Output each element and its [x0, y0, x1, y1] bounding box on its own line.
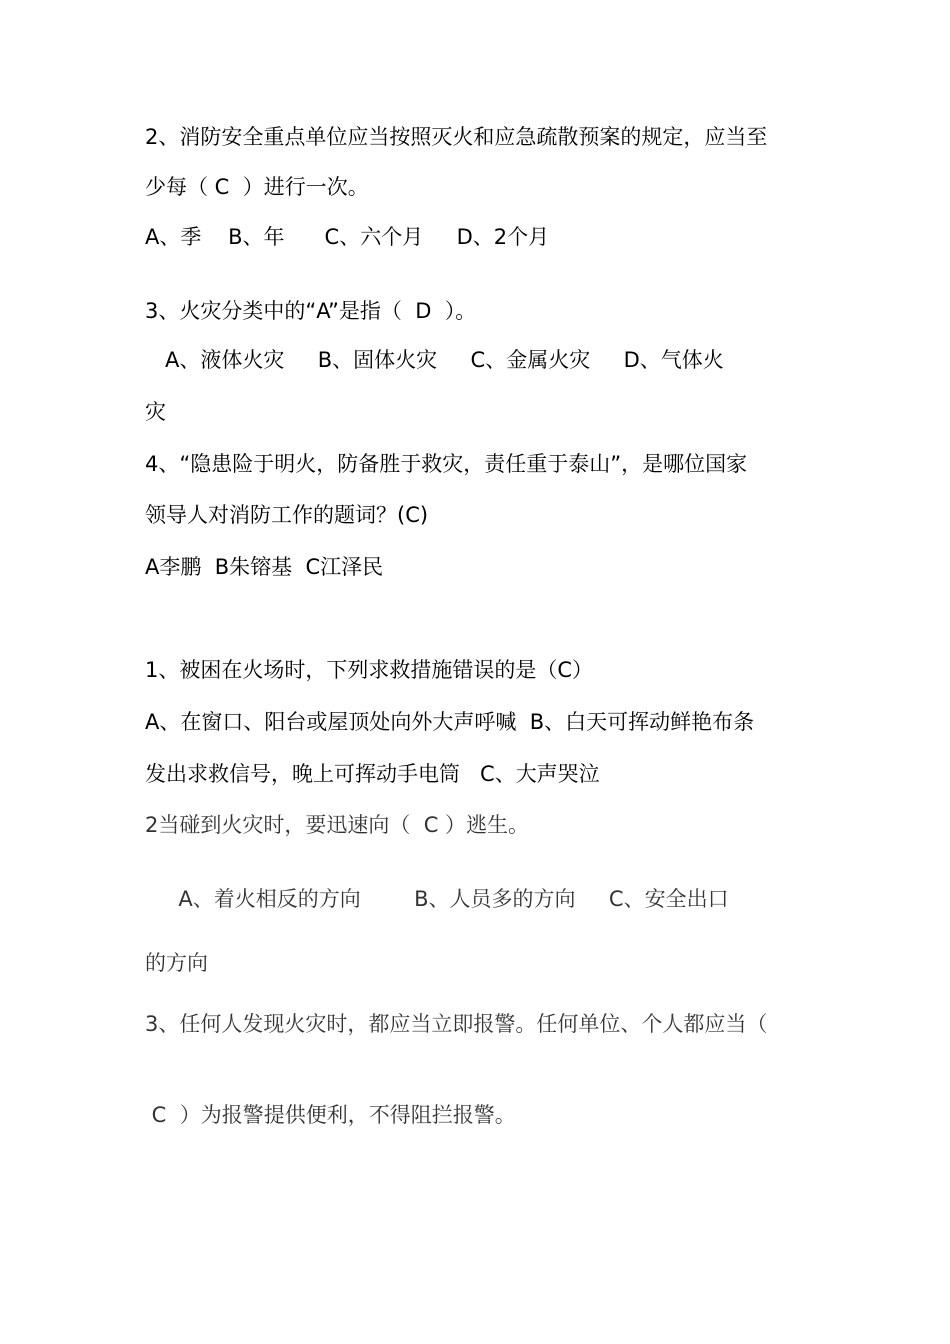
- q2-options: A、季 B、年 C、六个月 D、2个月: [145, 225, 550, 249]
- q4-options: A李鹏 B朱镕基 C江泽民: [145, 555, 384, 579]
- q3-options-line1: A、液体火灾 B、固体火灾 C、金属火灾 D、气体火: [145, 348, 724, 372]
- q3-stem: 3、火灾分类中的“A”是指（ D ）。: [145, 299, 477, 323]
- q2-stem-line2: 少每（ C ）进行一次。: [145, 175, 369, 199]
- s2-q1-options-line2: 发出求救信号，晚上可挥动手电筒 C、大声哭泣: [145, 762, 600, 786]
- s2-q3-stem-line2: C ）为报警提供便利，不得阻拦报警。: [145, 1103, 516, 1127]
- s2-q3-stem-line1: 3、任何人发现火灾时，都应当立即报警。任何单位、个人都应当（: [145, 1012, 768, 1036]
- s2-q2-stem: 2当碰到火灾时，要迅速向（ C ）逃生。: [145, 813, 530, 837]
- s2-q1-stem: 1、被困在火场时，下列求救措施错误的是（C）: [145, 658, 594, 682]
- s2-q2-options-line1: A、着火相反的方向 B、人员多的方向 C、安全出口: [145, 887, 729, 911]
- q4-stem-line1: 4、“隐患险于明火，防备胜于救灾，责任重于泰山”，是哪位国家: [145, 452, 748, 476]
- q2-stem-line1: 2、消防安全重点单位应当按照灭火和应急疏散预案的规定，应当至: [145, 125, 768, 149]
- s2-q1-options-line1: A、在窗口、阳台或屋顶处向外大声呼喊 B、白天可挥动鲜艳布条: [145, 710, 755, 734]
- s2-q2-options-line2: 的方向: [145, 951, 208, 975]
- q3-options-line2: 灾: [145, 400, 166, 424]
- q4-stem-line2: 领导人对消防工作的题词？(C): [145, 503, 429, 527]
